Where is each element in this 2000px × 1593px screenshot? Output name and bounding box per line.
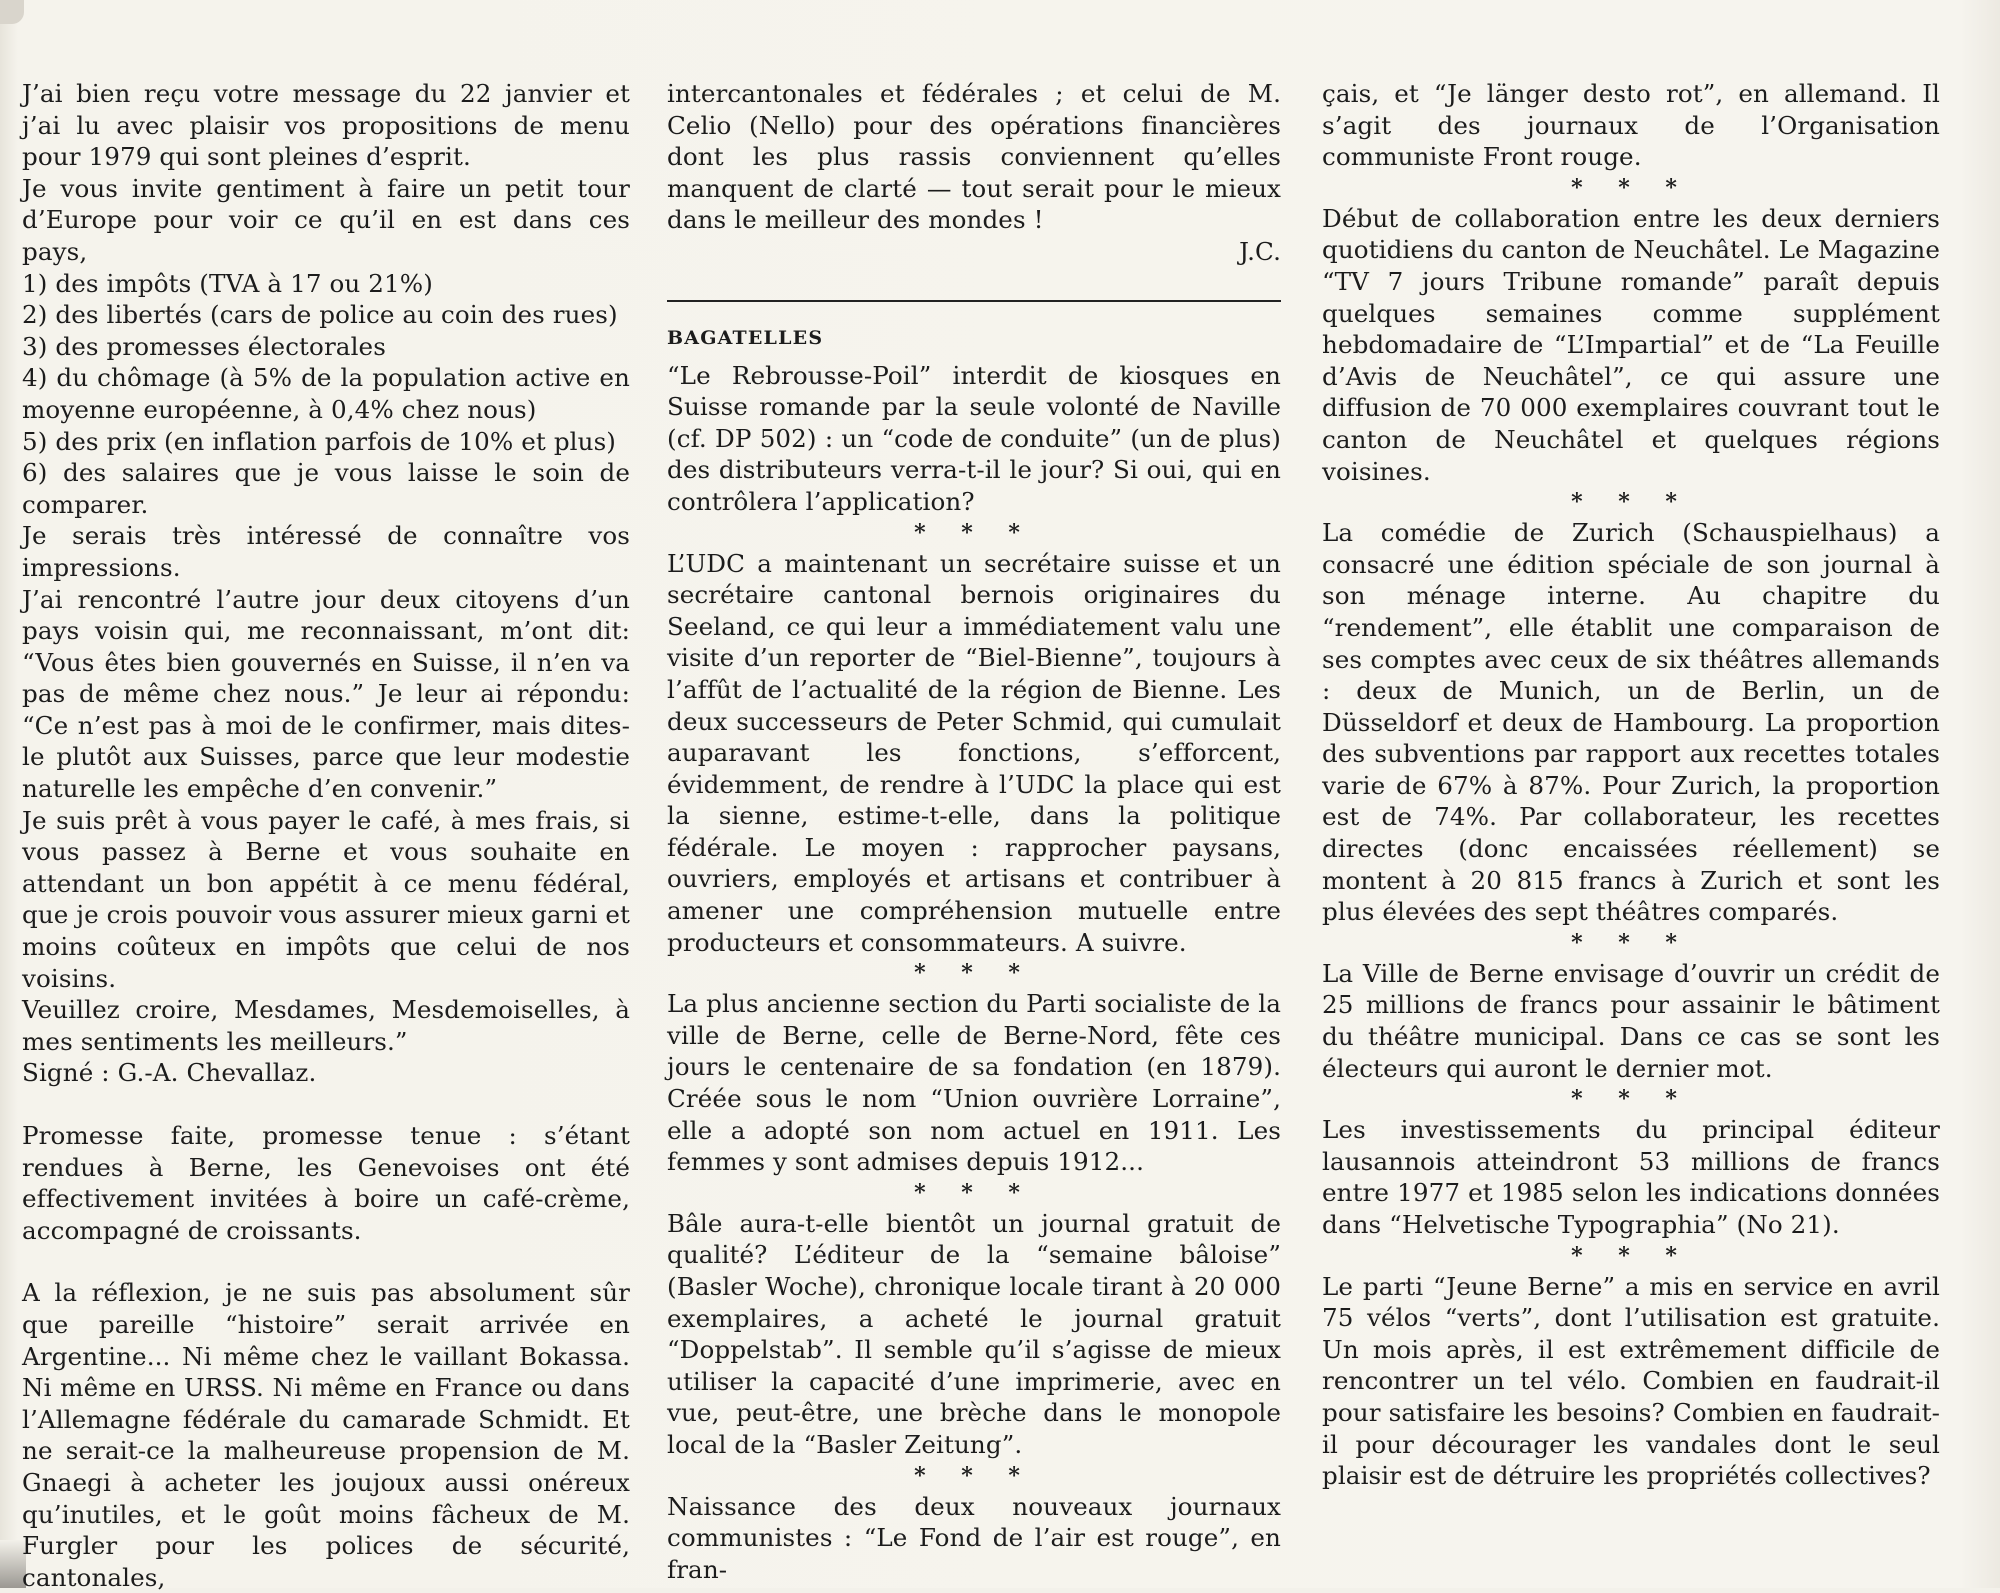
separator-stars: * * * [914,1462,1034,1489]
article-paragraph: A la réflexion, je ne suis pas absolument sûr que pareille “histoire” serait arrivée en Argentine... Ni même chez le vaillant Bokassa. Ni même en URSS. Ni même en France ou dans l’Allemagne fédérale du camarade Schmidt. Et ne serait-ce la malheureuse propension de M. Gnaegi à acheter les joujoux aussi onéreux qu’inutiles, et le goût moins fâcheux de M. Furgler pour les polices de sécurité, cantonales, [22,1278,630,1592]
bagatelle-item: Naissance des deux nouveaux journaux communistes : “Le Fond de l’air est rouge”, en fran- [667,1491,1281,1584]
article-paragraph: Promesse faite, promesse tenue : s’étant rendues à Berne, les Genevoises ont été effectivement invitées à boire un café-crème, accompagné de croissants. [22,1121,630,1245]
letter-list-item: 2) des libertés (cars de police au coin des rues) [22,300,618,330]
letter-paragraph: Veuillez croire, Mesdames, Mesdemoiselles, à mes sentiments les meilleurs.” [22,995,630,1056]
letter-signature: Signé : G.-A. Chevallaz. [22,1058,317,1088]
bagatelle-item: Les investissements du principal éditeur lausannois atteindront 53 millions de francs entre 1977 et 1985 selon les indications données dans “Helvetische Typographia” (No 21). [1322,1115,1940,1239]
section-divider [667,300,1281,302]
bagatelle-item: La Ville de Berne envisage d’ouvrir un crédit de 25 millions de francs pour assainir le bâtiment du théâtre municipal. Dans ce cas se sont les électeurs qui auront le dernier mot. [1322,958,1940,1083]
section-heading: BAGATELLES [667,326,824,349]
separator-stars: * * * [914,519,1034,546]
separator-stars: * * * [1571,1086,1691,1113]
bagatelle-item: Début de collaboration entre les deux derniers quotidiens du canton de Neuchâtel. Le Magazine “TV 7 jours Tribune romande” paraît depuis quelques semaines comme supplément hebdomadaire de “L’Impartial” et de “La Feuille d’Avis de Neuchâtel”, ce qui assure une diffusion de 70 000 exemplaires couvrant tout le canton de Neuchâtel et quelques régions voisines. [1322,203,1940,486]
column-3 [1322,78,1940,1492]
letter-list-item: 1) des impôts (TVA à 17 ou 21%) [22,268,433,298]
letter-paragraph: J’ai rencontré l’autre jour deux citoyens d’un pays voisin qui, me reconnaissant, m’ont dit: “Vous êtes bien gouvernés en Suisse, il n’en va pas de même chez nous.” Je leur ai répondu: “Ce n’est pas à moi de le confirmer, mais dites-le plutôt aux Suisses, parce que leur modestie naturelle les empêche d’en convenir.” [22,584,630,804]
letter-paragraph: Je suis prêt à vous payer le café, à mes frais, si vous passez à Berne et vous souhaite en attendant un bon appétit à ce menu fédéral, que je crois pouvoir vous assurer mieux garni et moins coûteux en impôts que celui de nos voisins. [22,805,630,993]
separator-stars: * * * [1571,1242,1691,1269]
letter-list-item: 6) des salaires que je vous laisse le soin de comparer. [22,458,630,519]
bagatelle-item: “Le Rebrousse-Poil” interdit de kiosques en Suisse romande par la seule volonté de Naville (cf. DP 502) : un “code de conduite” (un de plus) des distributeurs verra-t-il le jour? Si oui, qui en contrôlera l’application? [667,360,1281,516]
bagatelle-item: La plus ancienne section du Parti socialiste de la ville de Berne, celle de Berne-Nord, fête ces jours le centenaire de sa fondation (en 1879). Créée sous le nom “Union ouvrière Lorraine”, elle a adopté son nom actuel en 1911. Les femmes y sont admises depuis 1912... [667,989,1281,1177]
bagatelle-item: Bâle aura-t-elle bientôt un journal gratuit de qualité? L’éditeur de la “semaine bâloise” (Basler Woche), chronique locale tirant à 20 000 exemplaires, a acheté le journal gratuit “Doppelstab”. Il semble qu’il s’agisse de mieux utiliser la capacité d’une imprimerie, avec en vue, peut-être, une brèche dans le monopole local de la “Basler Zeitung”. [667,1208,1281,1459]
separator-stars: * * * [1571,174,1691,201]
bagatelle-item: La comédie de Zurich (Schauspielhaus) a consacré une édition spéciale de son journal à son ménage interne. Au chapitre du “rendement”, elle établit une comparaison de ses comptes avec ceux de six théâtres allemands : deux de Munich, un de Berlin, un de Düsseldorf et deux de Hambourg. La proportion des subventions par rapport aux recettes totales varie de 67% à 87%. Pour Zurich, la proportion est de 74%. Par collaborateur, les recettes directes (donc encaissées réellement) se montent à 20 815 francs à Zurich et sont les plus élevées des sept théâtres comparés. [1322,518,1940,927]
author-signature: J.C. [1239,236,1281,266]
letter-list-item: 3) des promesses électorales [22,331,386,361]
separator-stars: * * * [1571,929,1691,956]
scan-corner-shadow [0,0,24,24]
column-1 [22,78,630,1593]
separator-stars: * * * [914,960,1034,987]
letter-paragraph: Je vous invite gentiment à faire un petit tour d’Europe pour voir ce qu’il en est dans ces pays, [22,173,630,266]
article-paragraph: intercantonales et fédérales ; et celui de M. Celio (Nello) pour des opérations financières dont les plus rassis conviennent qu’elles manquent de clarté — tout serait pour le mieux dans le meilleur des mondes ! [667,79,1281,235]
separator-stars: * * * [914,1179,1034,1206]
letter-list-item: 4) du chômage (à 5% de la population active en moyenne européenne, à 0,4% chez nous) [22,363,630,424]
letter-paragraph: J’ai bien reçu votre message du 22 janvier et j’ai lu avec plaisir vos propositions de menu pour 1979 qui sont pleines d’esprit. [22,79,630,172]
bagatelle-item: çais, et “Je länger desto rot”, en allemand. Il s’agit des journaux de l’Organisation communiste Front rouge. [1322,79,1940,172]
letter-list-item: 5) des prix (en inflation parfois de 10% et plus) [22,426,616,456]
separator-stars: * * * [1571,489,1691,516]
column-2 [667,78,1281,1585]
bagatelle-item: L’UDC a maintenant un secrétaire suisse et un secrétaire cantonal bernois originaires du Seeland, ce qui leur a immédiatement valu une visite d’un reporter de “Biel-Bienne”, toujours à l’affût de l’actualité de la région de Bienne. Les deux successeurs de Peter Schmid, qui cumulait auparavant les fonctions, s’efforcent, évidemment, de rendre à l’UDC la place qui est la sienne, estime-t-elle, dans la politique fédérale. Le moyen : rapprocher paysans, ouvriers, employés et artisans et contribuer à amener une compréhension mutuelle entre producteurs et consommateurs. A suivre. [667,548,1281,957]
bagatelle-item: Le parti “Jeune Berne” a mis en service en avril 75 vélos “verts”, dont l’utilisation est gratuite. Un mois après, il est extrêmement difficile de rencontrer un tel vélo. Combien en faudrait-il pour satisfaire les besoins? Combien en faudrait-il pour décourager les vandales dont le seul plaisir est de détruire les propriétés collectives? [1322,1271,1940,1491]
letter-paragraph: Je serais très intéressé de connaître vos impressions. [22,521,630,582]
